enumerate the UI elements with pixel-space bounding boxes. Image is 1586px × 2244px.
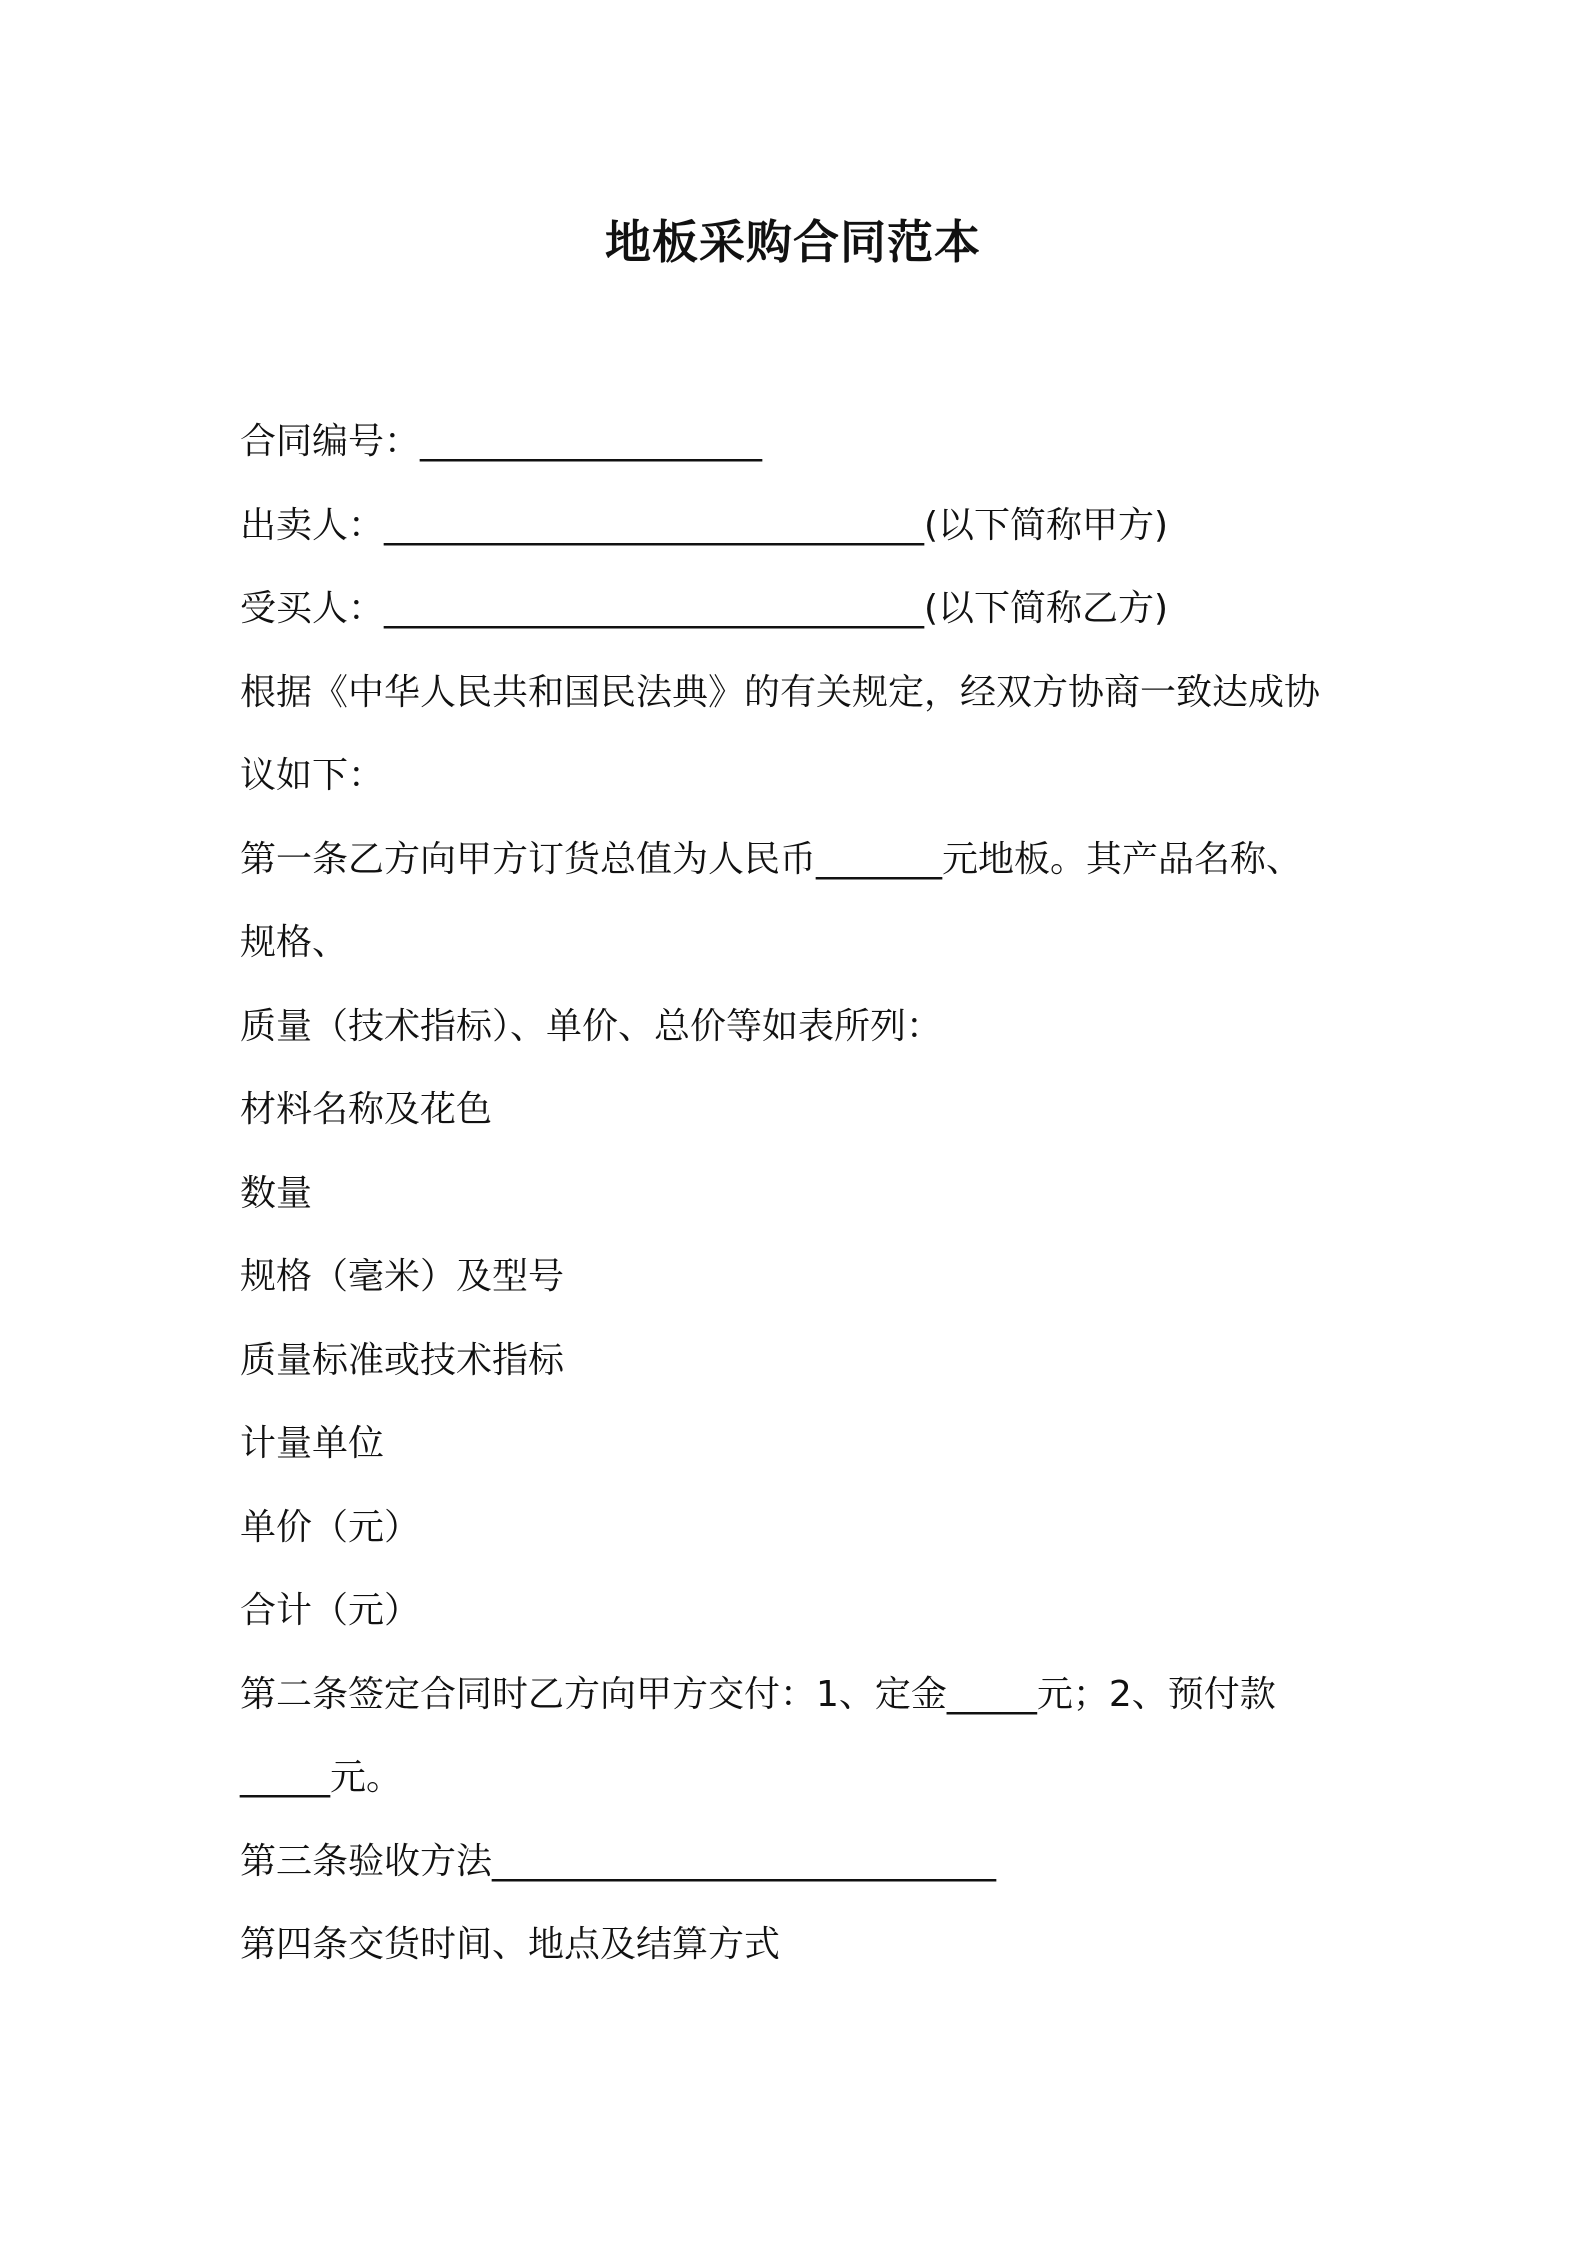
table-item-specification: 规格（毫米）及型号 xyxy=(240,1256,565,1297)
table-item-unit-price: 单价（元） xyxy=(240,1506,421,1548)
contract-number-line: 合同编号：___________________ xyxy=(240,421,763,462)
table-item-total: 合计（元） xyxy=(240,1590,421,1631)
article-1-line-3: 质量（技术指标）、单价、总价等如表所列： xyxy=(240,1005,943,1047)
preamble-line-2: 议如下： xyxy=(240,755,385,796)
article-3-line: 第三条验收方法____________________________ xyxy=(240,1840,997,1882)
document-title: 地板采购合同范本 xyxy=(605,215,981,269)
article-1-line-2: 规格、 xyxy=(240,922,349,963)
article-2-line-1: 第二条签定合同时乙方向甲方交付：1、定金_____元；2、预付款 xyxy=(240,1673,1276,1715)
article-1-line-1: 第一条乙方向甲方订货总值为人民币_______元地板。其产品名称、 xyxy=(240,838,1303,880)
table-item-quality-standard: 质量标准或技术指标 xyxy=(240,1339,565,1381)
seller-line: 出卖人：______________________________(以下简称甲方) xyxy=(240,504,1169,546)
article-4-line: 第四条交货时间、地点及结算方式 xyxy=(240,1924,781,1965)
table-item-quantity: 数量 xyxy=(240,1172,313,1214)
buyer-line: 受买人：______________________________(以下简称乙方) xyxy=(240,588,1169,629)
article-2-line-2: _____元。 xyxy=(240,1757,403,1798)
preamble-line-1: 根据《中华人民共和国民法典》的有关规定，经双方协商一致达成协 xyxy=(240,671,1321,713)
table-item-material-name: 材料名称及花色 xyxy=(240,1089,493,1130)
table-item-unit: 计量单位 xyxy=(240,1423,385,1464)
document-body xyxy=(240,400,1360,1987)
